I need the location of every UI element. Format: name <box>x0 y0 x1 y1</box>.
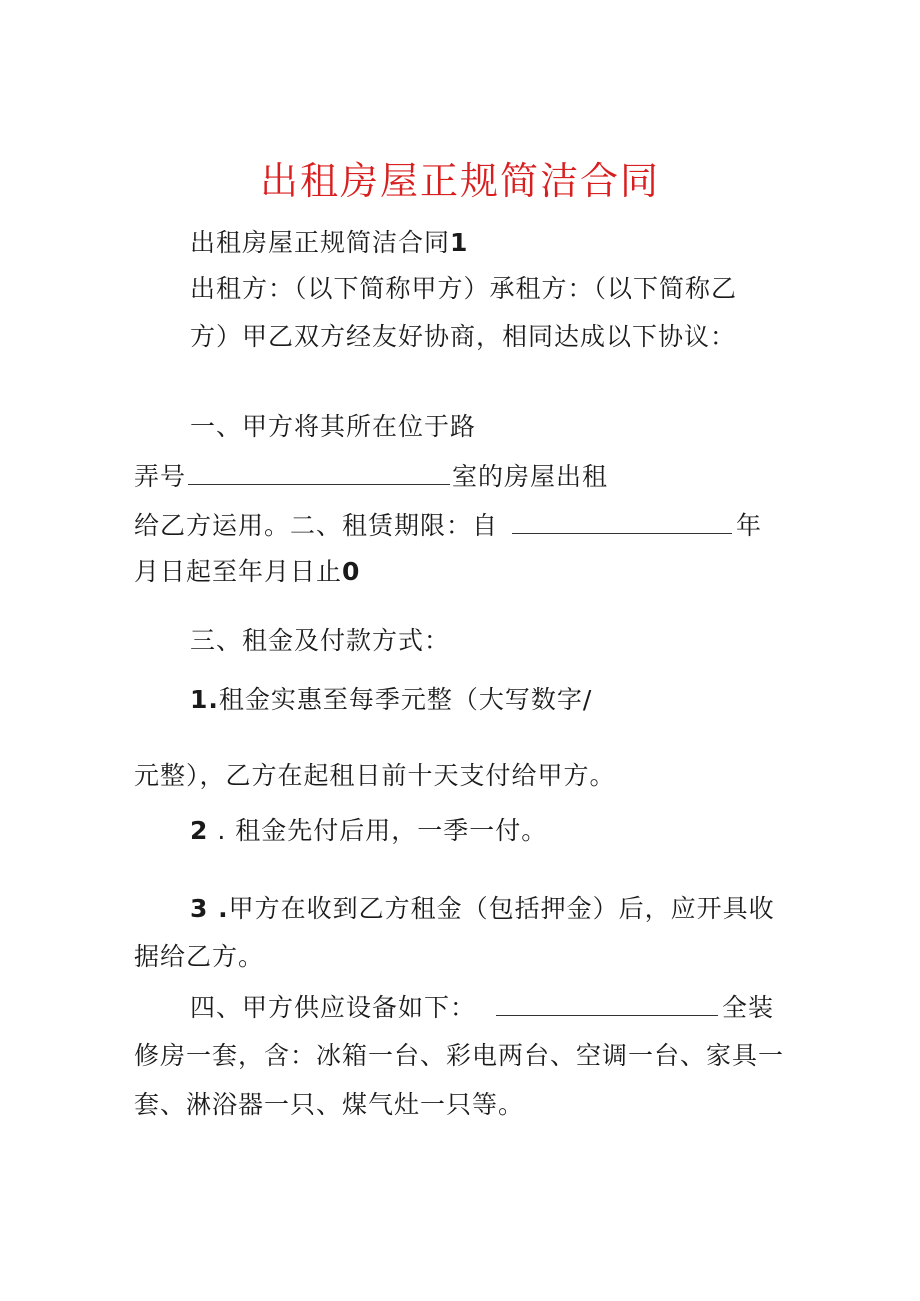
clause-1-line-1: 一、甲方将其所在位于路 <box>190 412 477 441</box>
clause-1-line-2 <box>134 458 608 494</box>
item-1-text: 租金实惠至每季元整（大写数字/ <box>218 685 593 714</box>
clause-3-item-3 <box>190 892 775 926</box>
clause-3-item-3-cont: 据给乙方。 <box>134 942 265 971</box>
clause-4-line-2: 修房一套，含：冰箱一台、彩电两台、空调一台、家具一 <box>134 1041 785 1070</box>
lease-period-end: 0 <box>342 557 361 586</box>
clause-4-line-1 <box>190 989 774 1025</box>
lease-start-blank <box>512 507 732 534</box>
item-2-text: . 租金先付后用，一季一付。 <box>208 816 548 845</box>
subtitle-number: 1 <box>450 228 469 257</box>
clause-1-line-3 <box>134 507 762 543</box>
clause-1-line-4 <box>134 555 360 589</box>
clause-3-item-1-cont: 元整），乙方在起租日前十天支付给甲方。 <box>134 761 616 790</box>
parties-line-2: 方）甲乙双方经友好协商，相同达成以下协议： <box>190 322 737 351</box>
item-1-number: 1. <box>190 685 219 714</box>
subtitle-line <box>190 226 468 260</box>
clause-1-text-b: 室的房屋出租 <box>452 462 609 491</box>
clause-4-text-b: 全装 <box>722 993 775 1022</box>
clause-4-line-3: 套、淋浴器一只、煤气灶一只等。 <box>134 1090 525 1119</box>
item-2-number: 2 <box>190 816 209 845</box>
equipment-blank <box>496 989 718 1016</box>
parties-line-1: 出租方：（以下简称甲方）承租方：（以下简称乙 <box>190 274 738 303</box>
item-3-text: 甲方在收到乙方租金（包括押金）后，应开具收 <box>228 894 775 923</box>
clause-1-text-a: 弄号 <box>134 462 187 491</box>
clause-3-heading: 三、租金及付款方式： <box>190 626 451 655</box>
clause-4-text-a: 四、甲方供应设备如下： <box>190 993 477 1022</box>
clause-2-text-b: 年 <box>736 511 763 540</box>
item-3-number: 3 . <box>190 894 229 923</box>
subtitle-text: 出租房屋正规简洁合同 <box>190 228 451 257</box>
lease-period-text: 月日起至年月日止 <box>134 557 343 586</box>
document-title: 出租房屋正规简洁合同 <box>259 159 660 203</box>
clause-2-text-a: 给乙方运用。二、租赁期限：自 <box>134 511 499 540</box>
room-number-blank <box>188 458 450 485</box>
clause-3-item-1 <box>190 683 592 717</box>
clause-3-item-2 <box>190 814 547 848</box>
